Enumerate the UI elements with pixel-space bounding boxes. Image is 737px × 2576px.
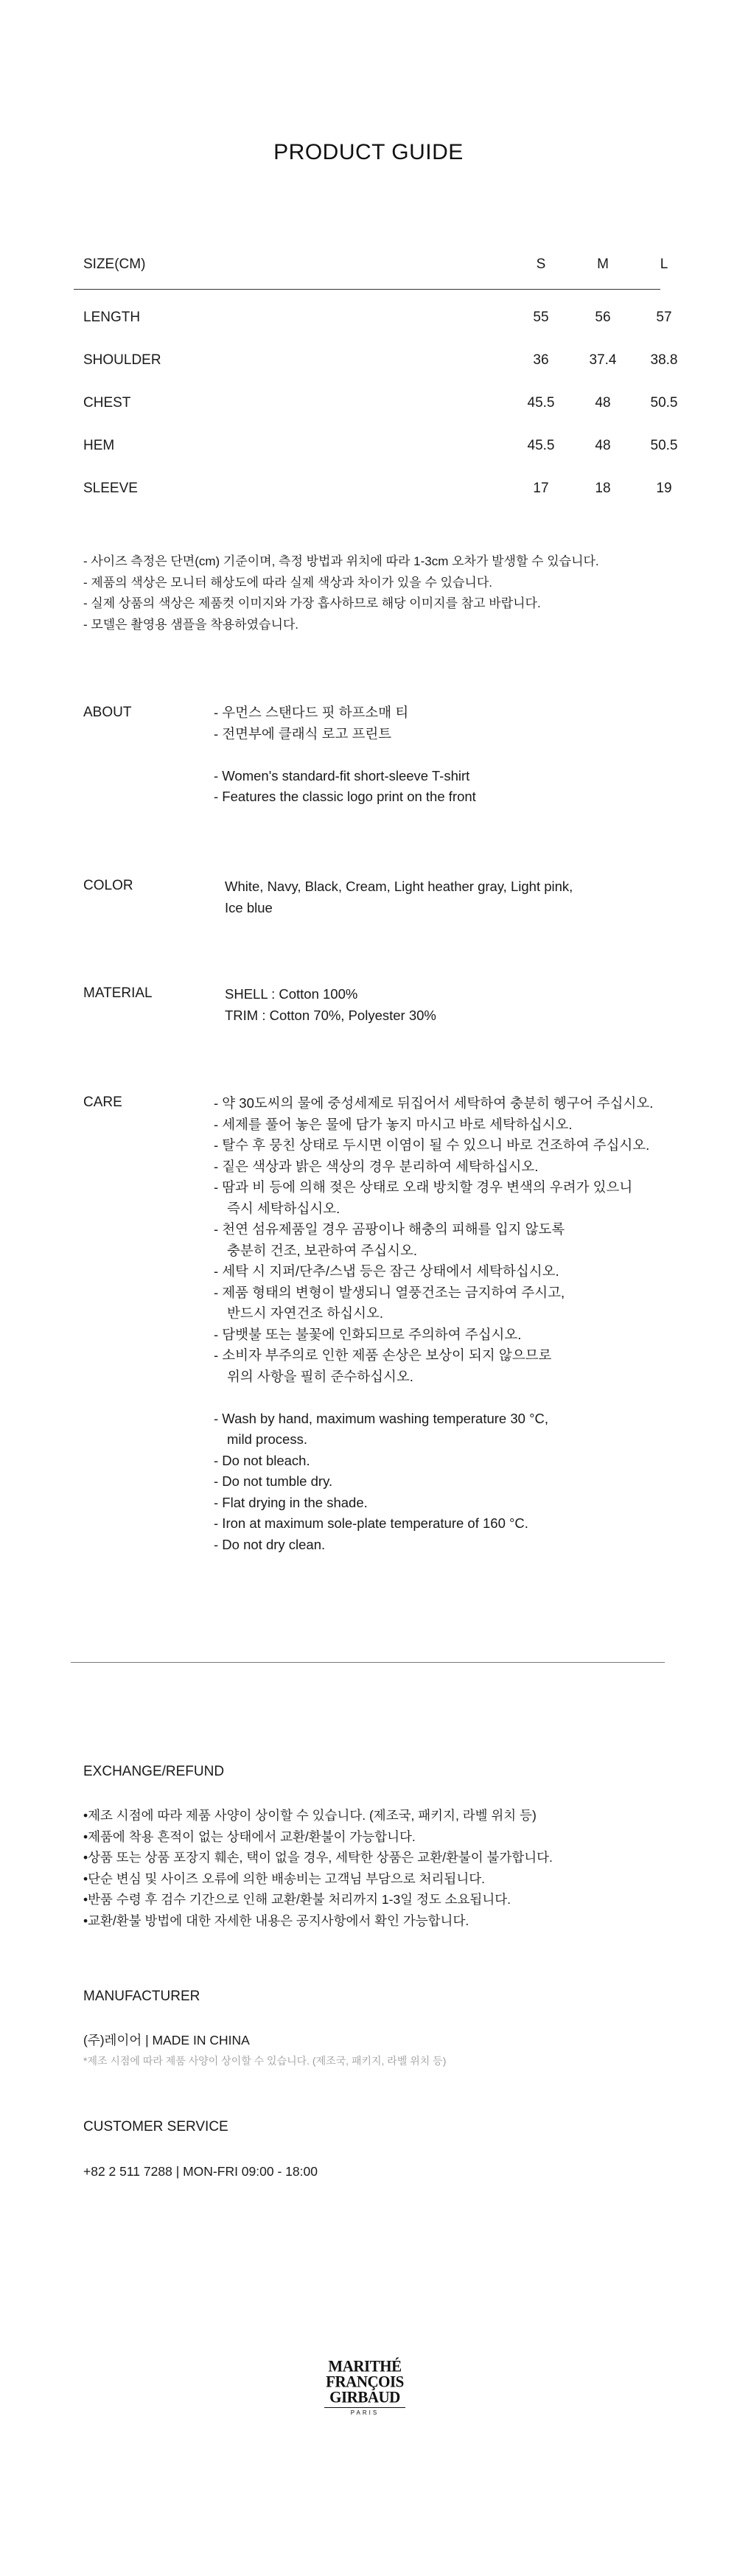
table-row [83,352,678,374]
about-line: - Features the classic logo print on the front [214,789,476,804]
row-label: LENGTH [83,310,141,325]
material-label: MATERIAL [83,985,153,1001]
table-row [83,395,678,417]
color-line: Ice blue [225,899,273,915]
care-line: - Do not tumble dry. [214,1473,333,1489]
manufacturer-value: (주)레이어 | MADE IN CHINA [83,2033,250,2048]
logo-sub: PARIS [350,2409,380,2416]
care-line: - Flat drying in the shade. [214,1494,368,1510]
exchange-line: •상품 또는 상품 포장지 훼손, 택이 없을 경우, 세탁한 상품은 교환/환불이 불가합니다. [83,1850,553,1865]
note-line: - 사이즈 측정은 단면(cm) 기준이며, 측정 방법과 위치에 따라 1-3cm 오차가 발생할 수 있습니다. [83,554,599,568]
row-value-l: 38.8 [650,352,678,368]
section-divider [71,1662,665,1663]
note-line: - 제품의 색상은 모니터 해상도에 따라 실제 색상과 차이가 있을 수 있습니다. [83,575,492,590]
care-line: - 땀과 비 등에 의해 젖은 상태로 오래 방치할 경우 변색의 우려가 있으니 [214,1179,633,1195]
table-row [83,438,678,460]
row-value-s: 45.5 [527,395,555,411]
size-header-l: L [660,256,668,272]
size-header-m: M [597,256,609,272]
row-value-s: 17 [533,481,549,496]
row-value-l: 50.5 [650,438,678,453]
page-title: PRODUCT GUIDE [273,140,464,164]
manufacturer-label: MANUFACTURER [83,1989,200,2004]
row-label: SLEEVE [83,481,138,496]
row-value-l: 50.5 [650,395,678,411]
about-line: - 전면부에 클래식 로고 프린트 [214,725,392,741]
care-line: - 담뱃불 또는 불꽃에 인화되므로 주의하여 주십시오. [214,1326,522,1342]
care-line: - Wash by hand, maximum washing temperature 30 °C, [214,1410,548,1426]
note-line: - 실제 상품의 색상은 제품컷 이미지와 가장 흡사하므로 해당 이미지를 참고 바랍니다. [83,596,541,610]
color-line: White, Navy, Black, Cream, Light heather gray, Light pink, [225,879,573,894]
care-line: 즉시 세탁하십시오. [227,1200,340,1216]
about-line: - 우먼스 스탠다드 핏 하프소매 티 [214,705,409,720]
size-header-s: S [536,256,546,272]
row-value-l: 19 [656,481,672,496]
care-line: - Iron at maximum sole-plate temperature of 160 °C. [214,1515,528,1531]
care-line: - 약 30도씨의 물에 중성세제로 뒤집어서 세탁하여 충분히 헹구어 주십시오. [214,1095,654,1111]
row-value-l: 57 [656,310,672,325]
customer-service-value: +82 2 511 7288 | MON-FRI 09:00 - 18:00 [83,2164,318,2179]
color-content [225,876,573,918]
care-line: - 제품 형태의 변형이 발생되니 열풍건조는 금지하여 주시고, [214,1284,565,1300]
row-value-m: 48 [595,395,611,411]
care-line: mild process. [227,1431,307,1447]
size-header-label: SIZE(CM) [83,256,146,272]
row-value-m: 18 [595,481,611,496]
care-line: - Do not dry clean. [214,1536,326,1552]
note-line: - 모델은 촬영용 샘플을 착용하였습니다. [83,617,299,632]
about-content [214,702,476,808]
row-value-s: 45.5 [527,438,555,453]
row-value-s: 36 [533,352,549,368]
care-line: 반드시 자연건조 하십시오. [227,1305,384,1321]
customer-service-label: CUSTOMER SERVICE [83,2119,228,2135]
about-label: ABOUT [83,705,132,720]
care-line: - 세탁 시 지퍼/단추/스냅 등은 잠근 상태에서 세탁하십시오. [214,1263,559,1279]
logo-rule [324,2407,405,2408]
row-label: SHOULDER [83,352,161,368]
care-line: - 탈수 후 뭉친 상태로 두시면 이염이 될 수 있으니 바로 건조하여 주십시오. [214,1137,650,1153]
brand-logo [313,2356,416,2431]
exchange-label: EXCHANGE/REFUND [83,1764,225,1779]
care-line: - 세제를 풀어 놓은 물에 담가 놓지 마시고 바로 세탁하십시오. [214,1116,573,1132]
row-value-s: 55 [533,310,549,325]
care-line: - 천연 섬유제품일 경우 곰팡이나 해충의 피해를 입지 않도록 [214,1221,565,1237]
exchange-line: •교환/환불 방법에 대한 자세한 내용은 공지사항에서 확인 가능합니다. [83,1913,469,1928]
exchange-line: •단순 변심 및 사이즈 오류에 의한 배송비는 고객님 부담으로 처리됩니다. [83,1871,485,1886]
logo-line: MARITHÉ [328,2356,402,2376]
size-notes [83,551,673,635]
exchange-line: •제품에 착용 흔적이 없는 상태에서 교환/환불이 가능합니다. [83,1829,416,1844]
row-label: CHEST [83,395,131,411]
about-line: - Women's standard-fit short-sleeve T-shirt [214,767,470,783]
care-line: 위의 사항을 필히 준수하십시오. [227,1368,413,1384]
exchange-line: •제조 시점에 따라 제품 사양이 상이할 수 있습니다. (제조국, 패키지, 라벨 위치 등) [83,1808,537,1823]
care-label: CARE [83,1095,122,1110]
manufacturer-note: *제조 시점에 따라 제품 사양이 상이할 수 있습니다. (제조국, 패키지, 라벨 위치 등) [83,2055,447,2067]
row-value-m: 48 [595,438,611,453]
exchange-line: •반품 수령 후 검수 기간으로 인해 교환/환불 처리까지 1-3일 정도 소요됩니다. [83,1892,511,1907]
care-line: - Do not bleach. [214,1452,310,1468]
size-table-divider [74,289,660,290]
logo-line: FRANÇOIS [326,2372,404,2391]
material-line: TRIM : Cotton 70%, Polyester 30% [225,1007,436,1023]
exchange-content [83,1805,553,1931]
care-content [214,1093,653,1555]
material-content [225,984,436,1026]
logo-line: GIRBAUD [329,2387,400,2406]
care-line: - 소비자 부주의로 인한 제품 손상은 보상이 되지 않으므로 [214,1347,552,1363]
table-row [83,481,672,503]
size-table-header [83,256,668,286]
row-value-m: 37.4 [589,352,617,368]
row-value-m: 56 [595,310,611,325]
color-label: COLOR [83,878,133,893]
material-line: SHELL : Cotton 100% [225,986,358,1002]
care-line: 충분히 건조, 보관하여 주십시오. [227,1242,418,1258]
table-row [83,310,672,332]
row-label: HEM [83,438,115,453]
care-line: - 짙은 색상과 밝은 색상의 경우 분리하여 세탁하십시오. [214,1158,539,1174]
